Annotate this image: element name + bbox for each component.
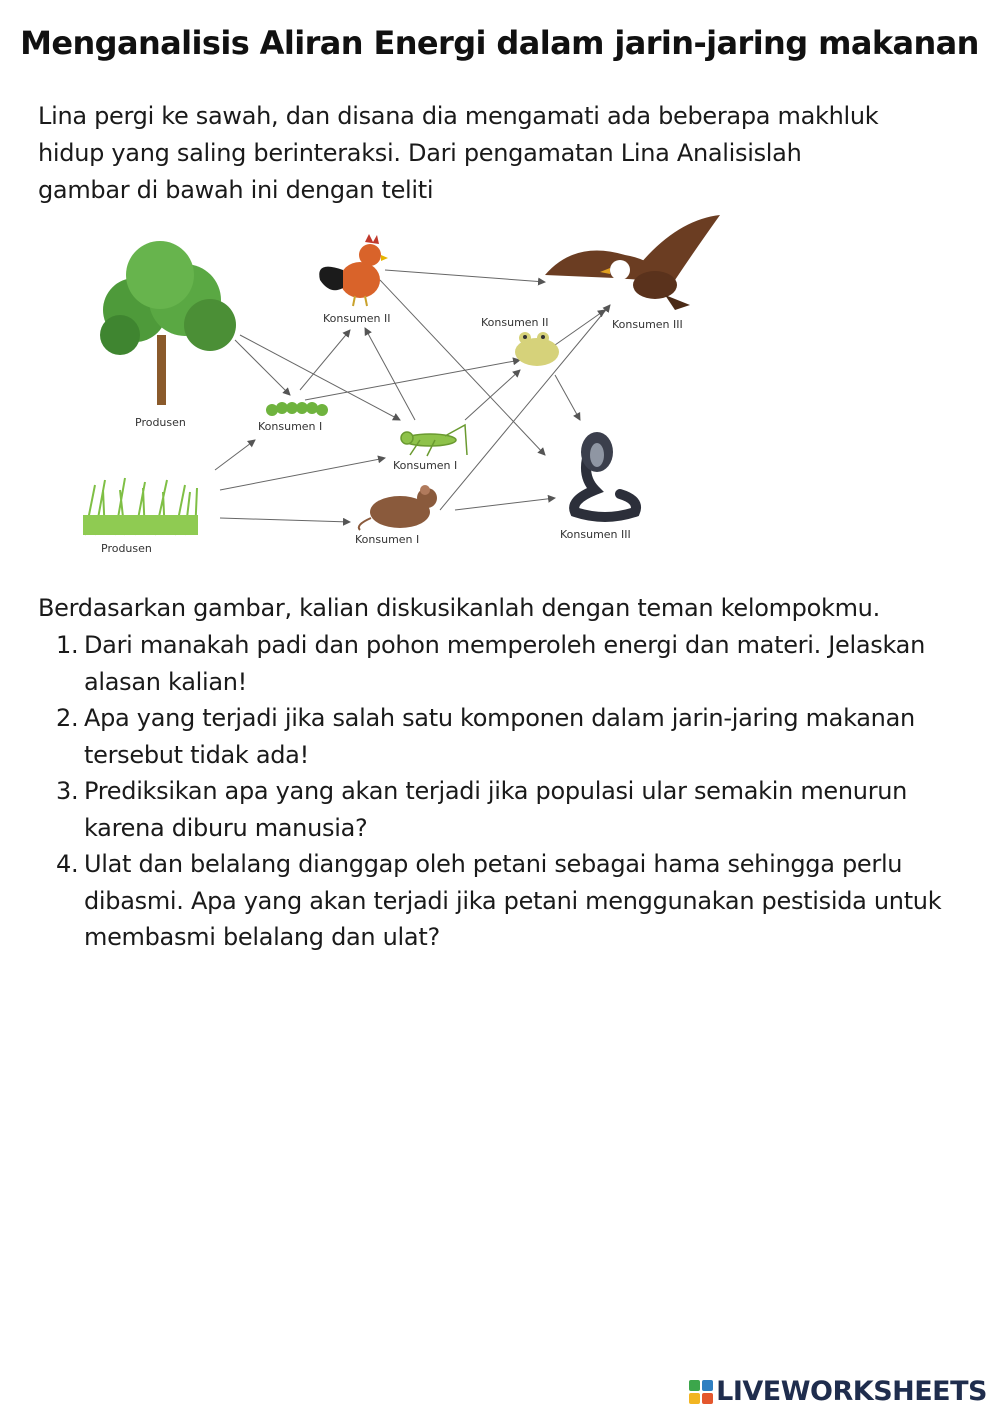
question-item: [56, 700, 996, 773]
intro-line: hidup yang saling berinteraksi. Dari pengamatan Lina Analisislah: [38, 139, 802, 167]
intro-paragraph: [38, 98, 958, 209]
label-konsumen-mouse: Konsumen I: [355, 533, 420, 546]
question-number: 1.: [56, 631, 79, 659]
label-produsen-tree: Produsen: [135, 416, 186, 429]
energy-arrows: [215, 270, 610, 522]
question-number: 4.: [56, 850, 79, 878]
question-line: karena diburu manusia?: [84, 813, 368, 842]
intro-line: gambar di bawah ini dengan teliti: [38, 176, 434, 204]
grasshopper-icon: [401, 425, 467, 456]
label-konsumen-snake: Konsumen III: [560, 528, 631, 541]
question-line: Prediksikan apa yang akan terjadi jika populasi ular semakin menurun: [84, 777, 908, 805]
label-produsen-grass: Produsen: [101, 542, 152, 555]
question-line: Dari manakah padi dan pohon memperoleh energi dan materi. Jelaskan: [84, 631, 925, 659]
question-line: tersebut tidak ada!: [84, 740, 309, 769]
snake-icon: [574, 432, 636, 517]
liveworksheets-logo-text: LIVEWORKSHEETS: [716, 1376, 987, 1407]
grass-icon: [83, 478, 198, 535]
liveworksheets-logo-icon: [689, 1380, 713, 1404]
food-web-diagram: [75, 200, 735, 565]
instruction-text: Berdasarkan gambar, kalian diskusikanlah dengan teman kelompokmu.: [38, 594, 880, 622]
question-item: [56, 846, 996, 956]
question-line: alasan kalian!: [84, 667, 247, 696]
question-list: [56, 627, 996, 956]
question-number: 2.: [56, 704, 79, 732]
question-line: dibasmi. Apa yang akan terjadi jika petani menggunakan pestisida untuk: [84, 886, 942, 915]
label-konsumen-grasshopper: Konsumen I: [393, 459, 458, 472]
page-title: Menganalisis Aliran Energi dalam jarin-jaring makanan: [20, 24, 979, 62]
tree-icon: [100, 241, 236, 405]
question-item: [56, 773, 996, 846]
question-line: Apa yang terjadi jika salah satu komponen dalam jarin-jaring makanan: [84, 704, 915, 732]
question-line: membasmi belalang dan ulat?: [84, 923, 440, 951]
intro-line: Lina pergi ke sawah, dan disana dia mengamati ada beberapa makhluk: [38, 102, 879, 130]
label-konsumen-chicken: Konsumen II: [323, 312, 391, 325]
question-item: [56, 627, 996, 700]
question-line: Ulat dan belalang dianggap oleh petani sebagai hama sehingga perlu: [84, 850, 903, 878]
liveworksheets-logo: [689, 1376, 987, 1407]
caterpillar-icon: [266, 402, 328, 416]
eagle-icon: [545, 215, 720, 310]
mouse-icon: [359, 485, 437, 530]
frog-icon: [515, 332, 559, 366]
chicken-icon: [319, 234, 388, 306]
label-konsumen-caterpillar: Konsumen I: [258, 420, 323, 433]
question-number: 3.: [56, 777, 79, 805]
label-konsumen-frog: Konsumen II: [481, 316, 549, 329]
label-konsumen-eagle: Konsumen III: [612, 318, 683, 331]
